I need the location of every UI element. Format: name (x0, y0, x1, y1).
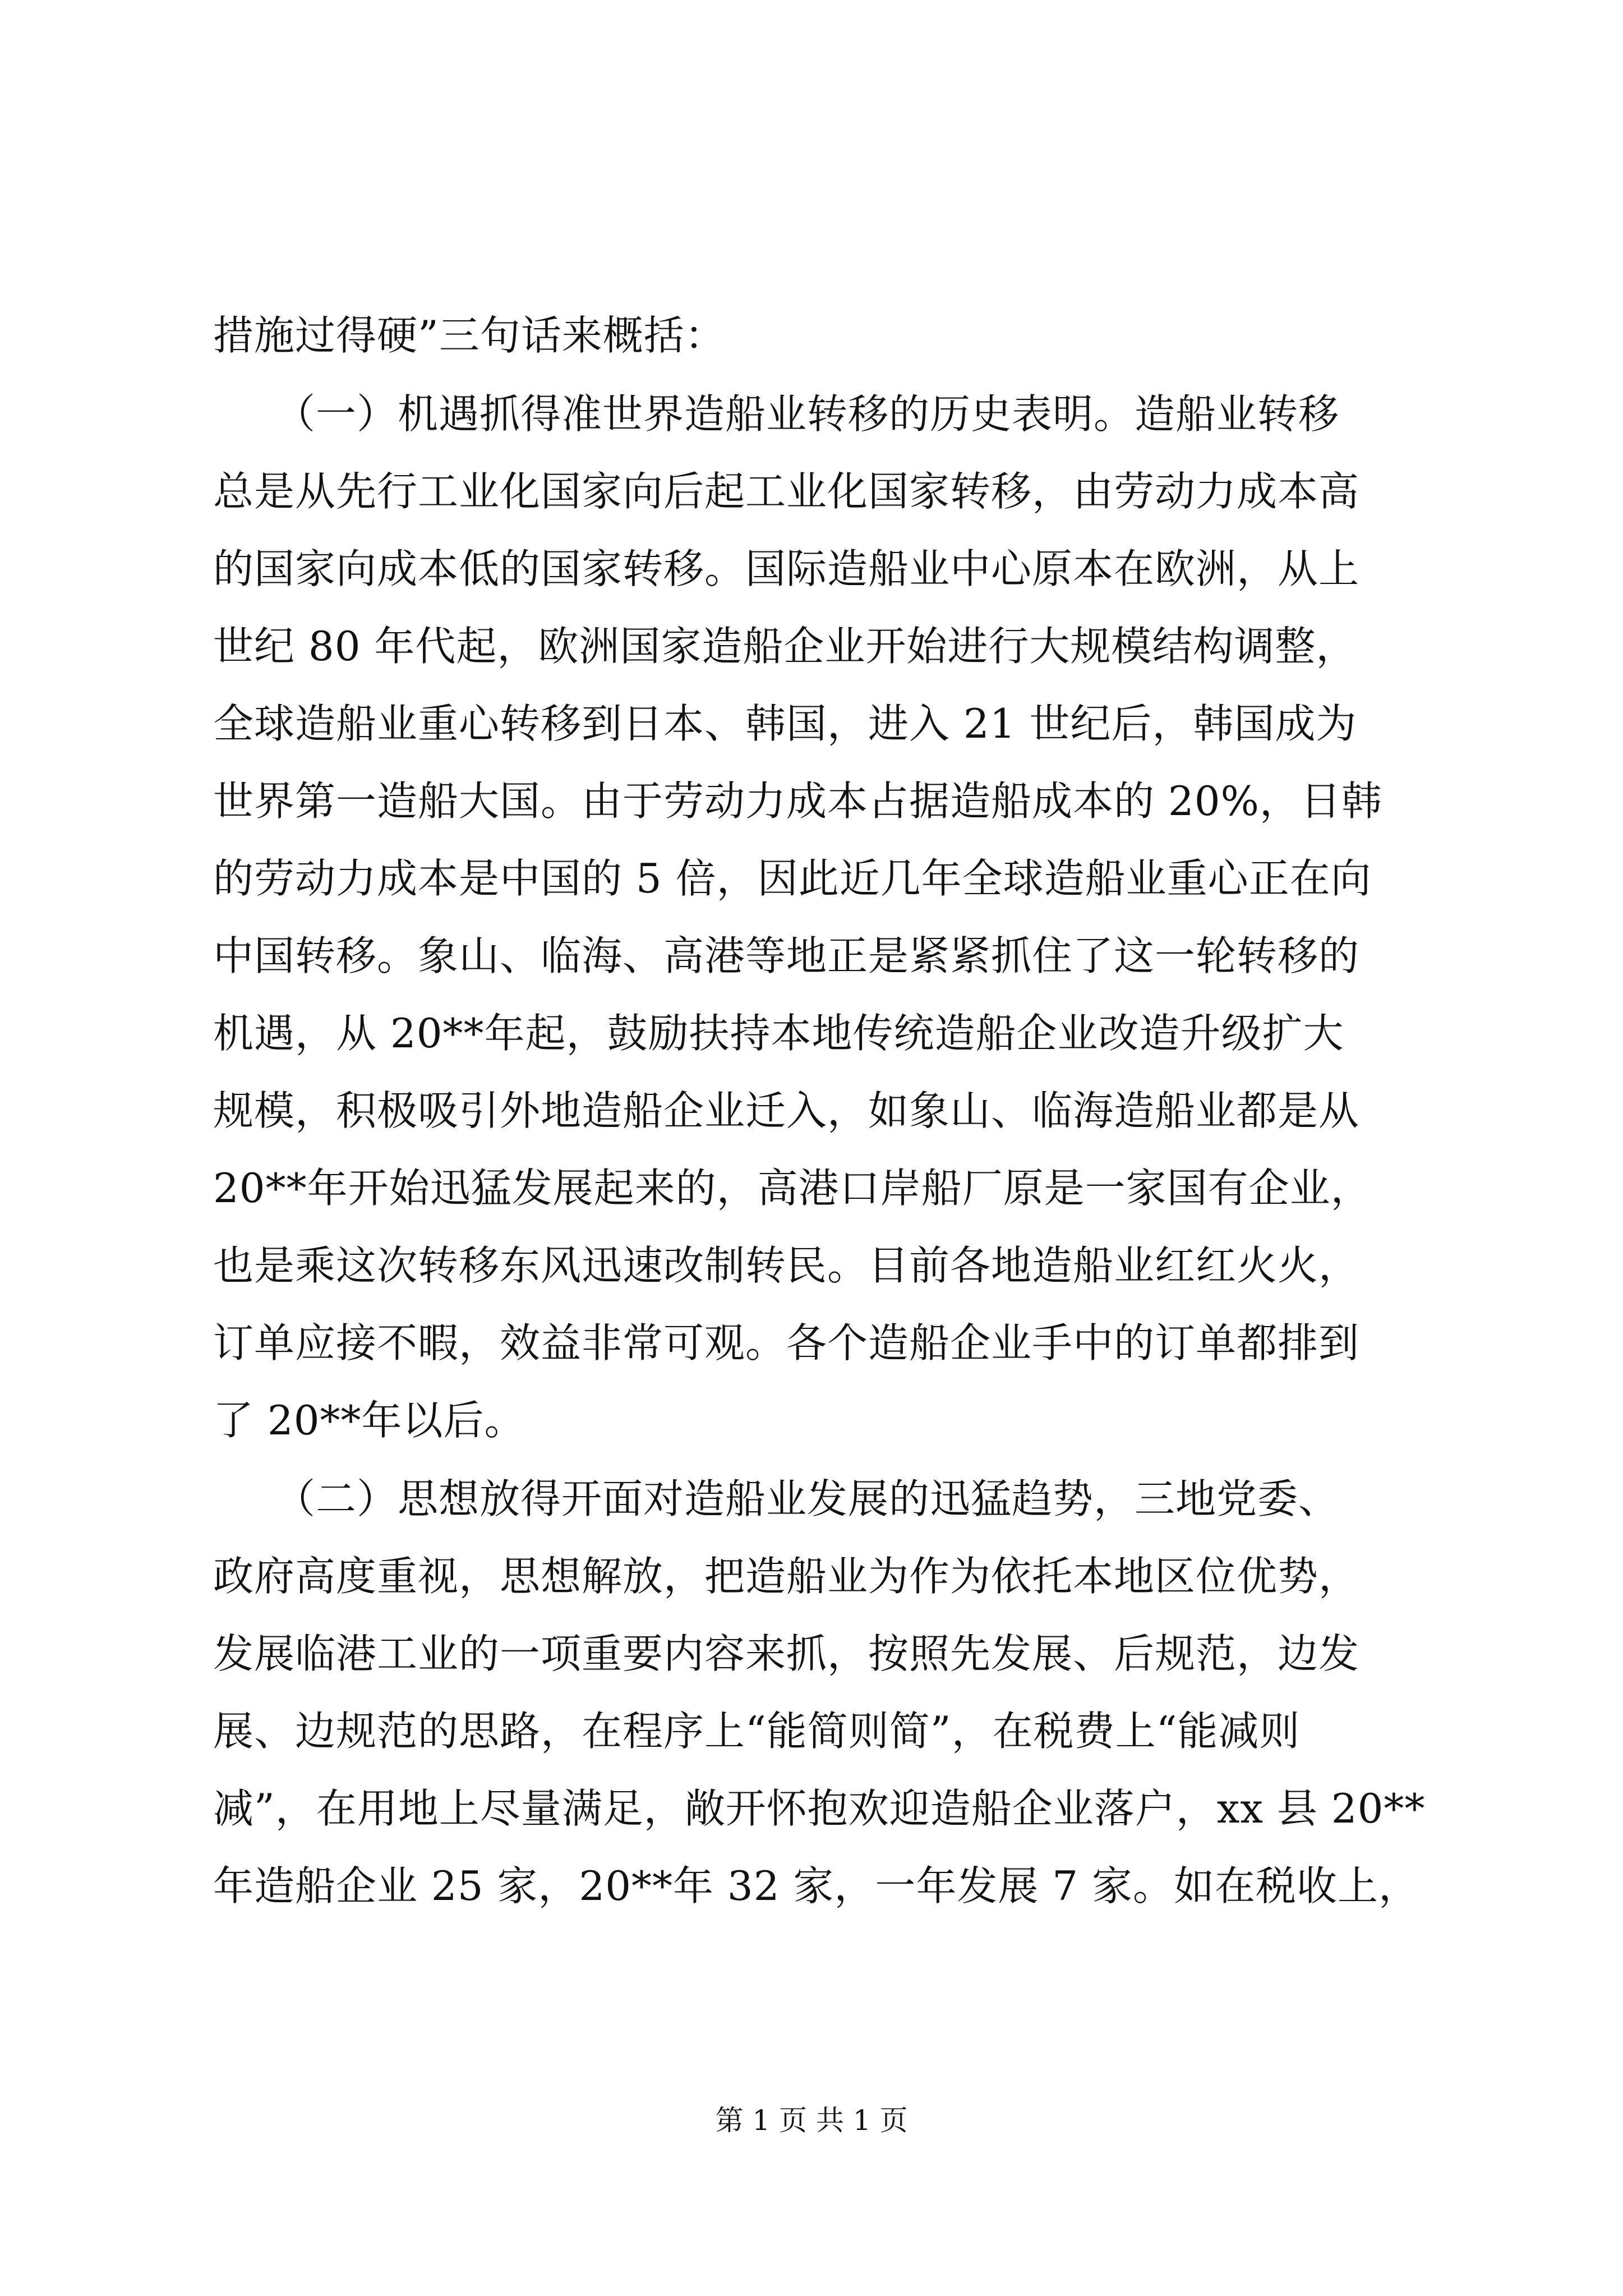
text-line: 减”，在用地上尽量满足，敞开怀抱欢迎造船企业落户，xx 县 20** (213, 1785, 1426, 1832)
text-line: 展、边规范的思路，在程序上“能简则简”，在税费上“能减则 (213, 1708, 1301, 1755)
text-line: 中国转移。象山、临海、高港等地正是紧紧抓住了这一轮转移的 (213, 932, 1360, 979)
text-line: 的国家向成本低的国家转移。国际造船业中心原本在欧洲，从上 (213, 545, 1360, 592)
text-line: 订单应接不暇，效益非常可观。各个造船企业手中的订单都排到 (213, 1319, 1360, 1366)
text-line: 也是乘这次转移东风迅速改制转民。目前各地造船业红红火火， (213, 1242, 1360, 1289)
text-line: 世纪 80 年代起，欧洲国家造船企业开始进行大规模结构调整， (213, 623, 1357, 670)
text-line: 了 20**年以后。 (213, 1397, 525, 1444)
page-number-footer: 第 1 页 共 1 页 (715, 2104, 908, 2137)
text-line: 总是从先行工业化国家向后起工业化国家转移，由劳动力成本高 (213, 468, 1360, 515)
text-line: 政府高度重视，思想解放，把造船业为作为依托本地区位优势， (213, 1553, 1360, 1600)
text-line: 规模，积极吸引外地造船企业迁入，如象山、临海造船业都是从 (213, 1087, 1360, 1134)
text-line: 20**年开始迅猛发展起来的，高港口岸船厂原是一家国有企业， (213, 1165, 1372, 1212)
text-line: 措施过得硬”三句话来概括： (213, 312, 726, 359)
text-line: 机遇，从 20**年起，鼓励扶持本地传统造船企业改造升级扩大 (213, 1010, 1344, 1057)
text-line: 发展临港工业的一项重要内容来抓，按照先发展、后规范，边发 (213, 1630, 1360, 1677)
text-line: 年造船企业 25 家，20**年 32 家，一年发展 7 家。如在税收上， (213, 1862, 1419, 1910)
text-line: 全球造船业重心转移到日本、韩国，进入 21 世纪后，韩国成为 (213, 700, 1357, 747)
text-line: 的劳动力成本是中国的 5 倍，因此近几年全球造船业重心正在向 (213, 855, 1372, 902)
text-line: （二）思想放得开面对造船业发展的迅猛趋势，三地党委、 (213, 1475, 1340, 1522)
text-line: （一）机遇抓得准世界造船业转移的历史表明。造船业转移 (213, 390, 1340, 438)
text-line: 世界第一造船大国。由于劳动力成本占据造船成本的 20%，日韩 (213, 777, 1382, 825)
